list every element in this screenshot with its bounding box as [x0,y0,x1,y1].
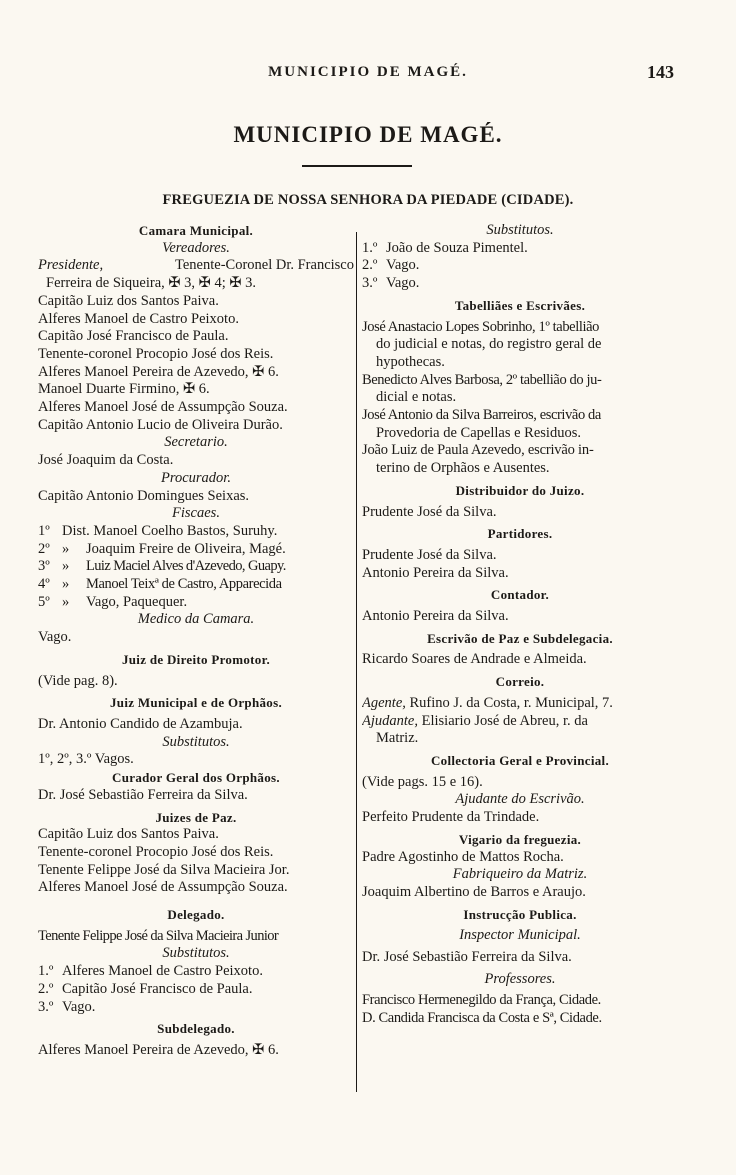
list-item [362,275,678,293]
list-item: D. Candida Francisca da Costa e Sª, Cidade. [362,1010,602,1027]
entry-text: Rufino J. da Costa, r. Municipal, 7. [409,694,613,711]
role-label: Agente, [362,694,406,711]
ordinal: 2.º [38,980,54,997]
list-item: Antonio Pereira da Silva. [362,564,509,581]
list-item: (Vide pag. 8). [38,672,118,689]
list-item: Tenente Felippe José da Silva Macieira Jor. [38,861,290,878]
list-item: Tenente Felippe José da Silva Macieira Junior [38,927,279,944]
entry-text: Alferes Manoel de Castro Peixoto. [62,963,263,980]
list-item: Capitão Antonio Lucio de Oliveira Durão. [38,416,283,433]
list-item: Ferreira de Siqueira, ✠ 3, ✠ 4; ✠ 3. [46,275,256,292]
ditto-mark: » [62,576,70,593]
list-item: Antonio Pereira da Silva. [362,608,509,625]
section-heading: Subdelegado. [157,1021,235,1037]
list-item [38,981,354,999]
ordinal: 2.º [362,257,378,274]
entry-text: Vago. [62,998,96,1015]
list-item: Alferes Manoel de Castro Peixoto. [38,310,239,327]
list-item: Alferes Manoel José de Assumpção Souza. [38,399,288,416]
list-item: Capitão José Francisco de Paula. [38,328,229,345]
list-item: Tenente-coronel Procopio José dos Reis. [38,843,274,860]
subheading: Substitutos. [162,945,230,962]
ordinal: 5º [38,593,50,610]
list-item [362,695,678,713]
list-item: (Vide pags. 15 e 16). [362,773,483,790]
page-title: MUNICIPIO DE MAGÉ. [233,122,503,147]
list-item: 1º, 2º, 3.º Vagos. [38,751,134,768]
ordinal: 3.º [38,998,54,1015]
list-item: Ricardo Soares de Andrade e Almeida. [362,651,587,668]
list-item: Manoel Duarte Firmino, ✠ 6. [38,381,210,398]
entry-text: Vago. [386,257,420,274]
entry-text: Dist. Manoel Coelho Bastos, Suruhy. [62,522,278,539]
list-item [38,558,354,576]
subheading: Vereadores. [162,239,230,256]
subheading: Substitutos. [486,222,554,238]
list-item-continuation: dicial e notas. [376,389,457,406]
section-heading: Correio. [495,674,545,690]
subheading: Ajudante do Escrivão. [455,791,585,808]
entry-text: Tenente-Coronel Dr. Francisco [175,257,354,274]
entry-text: Vago. [386,275,420,292]
subheading: Fiscaes. [172,505,220,522]
ditto-mark: » [62,540,70,557]
entry-text: João de Souza Pimentel. [386,239,528,256]
entry-text: Manoel Teixª de Castro, Apparecida [86,576,282,593]
ordinal: 2º [38,540,50,557]
section-heading: Juiz Municipal e de Orphãos. [110,695,282,711]
section-heading: Delegado. [167,907,225,923]
list-item: José Joaquim da Costa. [38,452,174,469]
ordinal: 1.º [38,963,54,980]
list-item [362,240,678,258]
list-item: João Luiz de Paula Azevedo, escrivão in- [362,442,594,459]
list-item [38,523,354,541]
ditto-mark: » [62,593,70,610]
section-heading: Curador Geral dos Orphãos. [112,770,280,786]
running-title: MUNICIPIO DE MAGÉ. [268,64,468,80]
list-item-continuation: terino de Orphãos e Ausentes. [376,460,550,477]
list-item [38,963,354,981]
list-item: Prudente José da Silva. [362,546,497,563]
ordinal: 3.º [362,275,378,292]
section-heading: Escrivão de Paz e Subdelegacia. [427,630,613,646]
list-item-continuation: Matriz. [376,730,419,747]
list-item: Alferes Manoel Pereira de Azevedo, ✠ 6. [38,363,279,380]
section-heading: Collectoria Geral e Provincial. [430,752,609,768]
ditto-mark: » [62,558,70,575]
list-item-continuation: hypothecas. [376,353,445,370]
list-item: Prudente José da Silva. [362,503,497,520]
list-item: Capitão Luiz dos Santos Paiva. [38,292,219,309]
running-header [0,64,736,86]
column-divider [356,232,357,1092]
list-item: Francisco Hermenegildo da França, Cidade. [362,992,601,1009]
list-item: Benedicto Alves Barbosa, 2º tabellião do ju- [362,371,602,388]
list-item [38,541,354,559]
list-item: Joaquim Albertino de Barros e Araujo. [362,883,586,900]
list-item-continuation: do judicial e notas, do registro geral de [376,336,602,353]
subheading: Secretario. [164,434,228,451]
list-item: Perfeito Prudente da Trindade. [362,809,540,826]
section-heading: Juizes de Paz. [155,809,237,825]
section-heading: Juiz de Direito Promotor. [121,651,271,667]
subheading: Professores. [484,970,556,987]
section-heading: Instrucção Publica. [463,906,577,922]
ordinal: 3º [38,558,50,575]
right-column [362,222,678,1028]
freguezia-heading: FREGUEZIA DE NOSSA SENHORA DA PIEDADE (CIDADE). [162,192,574,208]
ordinal: 4º [38,576,50,593]
section-heading: Distribuidor do Juizo. [455,482,585,498]
list-item: Capitão Antonio Domingues Seixas. [38,487,250,504]
entry-text: Capitão José Francisco de Paula. [62,980,253,997]
section-heading: Tabelliães e Escrivães. [454,297,586,313]
subheading: Procurador. [161,469,231,486]
section-heading: Camara Municipal. [138,223,254,238]
list-item: José Anastacio Lopes Sobrinho, 1º tabellião [362,318,599,335]
ordinal: 1.º [362,239,378,256]
list-item [362,713,678,731]
subheading: Medico da Camara. [137,611,255,628]
subheading: Substitutos. [162,733,230,750]
list-item-continuation: Provedoria de Capellas e Residuos. [376,424,581,441]
list-item: Tenente-coronel Procopio José dos Reis. [38,345,274,362]
list-item: Dr. José Sebastião Ferreira da Silva. [362,949,572,966]
list-item [362,257,678,275]
list-item [38,576,354,594]
section-heading: Vigario da freguezia. [458,831,582,847]
list-item: Padre Agostinho de Mattos Rocha. [362,848,564,865]
left-column [38,222,354,1060]
list-item: Alferes Manoel Pereira de Azevedo, ✠ 6. [38,1041,279,1058]
list-item: Alferes Manoel José de Assumpção Souza. [38,879,288,896]
list-item [38,594,354,612]
entry-text: Vago, Paquequer. [86,593,188,610]
section-heading: Contador. [490,587,550,603]
role-label: Presidente, [38,257,104,274]
entry-text: Elisiario José de Abreu, r. da [421,712,588,729]
list-item [38,257,354,275]
list-item: Capitão Luiz dos Santos Paiva. [38,826,219,843]
page-number: 143 [647,62,674,82]
section-heading: Partidores. [487,526,553,542]
list-item: Vago. [38,629,72,646]
title-rule [302,165,412,167]
list-item: José Antonio da Silva Barreiros, escrivão da [362,407,601,424]
subheading: Inspector Municipal. [459,927,581,944]
ordinal: 1º [38,522,50,539]
list-item [38,999,354,1017]
entry-text: Luiz Maciel Alves d'Azevedo, Guapy. [86,558,286,575]
role-label: Ajudante, [362,712,418,729]
list-item: Dr. José Sebastião Ferreira da Silva. [38,786,248,803]
subheading: Fabriqueiro da Matriz. [452,866,588,883]
entry-text: Joaquim Freire de Oliveira, Magé. [86,540,286,557]
list-item: Dr. Antonio Candido de Azambuja. [38,715,243,732]
